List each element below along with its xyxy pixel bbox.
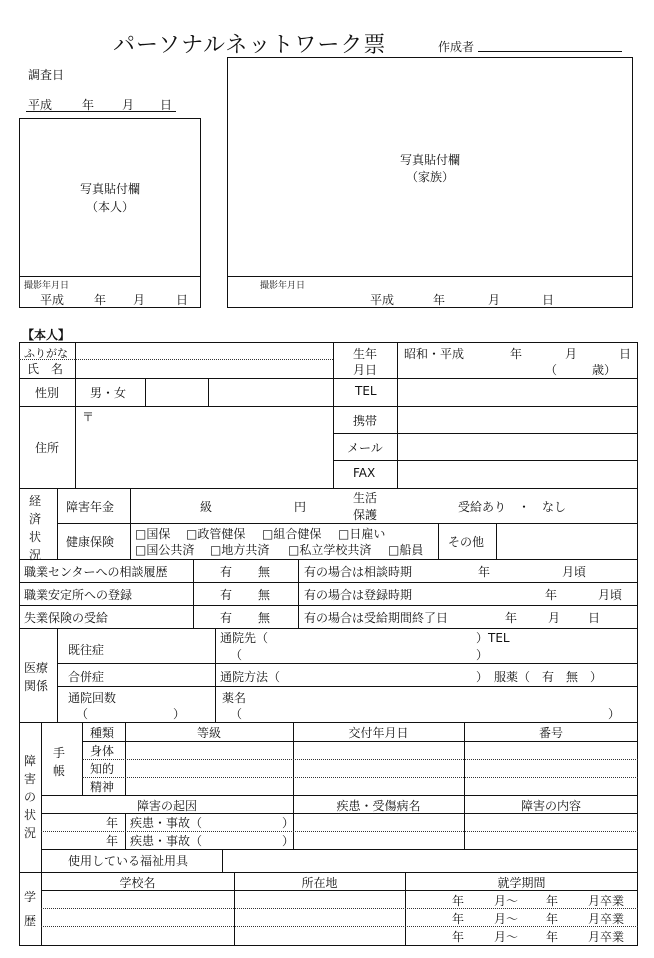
survey-date-label: 調査日	[28, 68, 65, 82]
visit-count-label: 通院回数	[68, 691, 117, 705]
ins-seikan[interactable]: □政管健保	[186, 527, 246, 541]
photo-family-shot-label: 撮影年月日	[260, 281, 306, 291]
author-input-line[interactable]	[478, 51, 622, 52]
edu-row3-month2: 月卒業	[588, 930, 625, 944]
col-issue: 交付年月日	[348, 726, 409, 740]
line	[333, 460, 638, 461]
birth-label-2: 月日	[353, 363, 378, 377]
line	[57, 686, 638, 687]
line	[298, 559, 299, 628]
line	[222, 849, 223, 872]
birth-year: 年	[510, 347, 523, 361]
edu-row2-month1: 月～	[494, 912, 519, 926]
line	[215, 628, 216, 722]
history-office-detail: 有の場合は登録時期	[304, 588, 413, 602]
postal-mark: 〒	[82, 410, 95, 424]
col-number: 番号	[538, 726, 563, 740]
pension-label: 障害年金	[66, 500, 115, 514]
line	[19, 872, 638, 873]
disease-label: 疾患・受傷病名	[336, 799, 421, 813]
kind-mental: 精神	[90, 780, 115, 794]
history-insurance-day: 日	[588, 611, 601, 625]
line	[19, 359, 75, 360]
ins-kumiai[interactable]: □組合健保	[262, 527, 322, 541]
line	[82, 741, 638, 742]
photo-family-month: 月	[488, 293, 501, 307]
line	[333, 342, 334, 488]
kind-physical: 身体	[90, 744, 115, 758]
origin-row1-text: 疾患・事故（	[130, 816, 203, 830]
col-period: 就学期間	[497, 876, 546, 890]
photo-self-era: 平成	[40, 293, 65, 307]
ins-kokuho[interactable]: □国保	[135, 527, 171, 541]
line	[57, 523, 638, 524]
education-label: 学歴	[23, 890, 36, 928]
complication-label: 合併症	[68, 670, 105, 684]
line	[75, 406, 76, 488]
history-insurance-no[interactable]: 無	[258, 611, 271, 625]
gender-value[interactable]: 男・女	[90, 386, 127, 400]
drug-name-label: 薬名	[222, 691, 247, 705]
photo-self-sub: （本人）	[85, 200, 134, 214]
fax-label: FAX	[353, 466, 376, 480]
line	[397, 342, 398, 488]
photo-self-year: 年	[94, 293, 107, 307]
edu-row2-month2: 月卒業	[588, 912, 625, 926]
economy-label: 経済状況	[28, 494, 41, 562]
line	[19, 559, 638, 560]
photo-self-shot-label: 撮影年月日	[24, 281, 70, 291]
line	[496, 523, 497, 559]
history-center-no[interactable]: 無	[258, 565, 271, 579]
history-center-label: 職業センターへの相談履歴	[24, 565, 168, 579]
line	[438, 523, 439, 559]
history-insurance-yes[interactable]: 有	[220, 611, 233, 625]
age-close: 歳）	[592, 363, 617, 377]
line	[82, 759, 638, 760]
line	[75, 359, 333, 360]
ins-senin[interactable]: □船員	[388, 543, 424, 557]
equipment-label: 使用している福祉用具	[68, 854, 189, 868]
history-insurance-month: 月	[548, 611, 561, 625]
history-center-detail: 有の場合は相談時期	[304, 565, 413, 579]
line	[208, 378, 209, 406]
visit-count-close: ）	[173, 707, 186, 721]
photo-family-year: 年	[433, 293, 446, 307]
medication-label: ） 服薬（ 有 無 ）	[476, 670, 603, 684]
line	[41, 908, 638, 909]
notebook-label: 手帳	[52, 746, 65, 778]
line	[57, 628, 58, 722]
photo-family-sub: （家族）	[405, 170, 454, 184]
history-insurance-detail: 有の場合は受給期間終了日	[304, 611, 449, 625]
line	[19, 605, 638, 606]
birth-day: 日	[619, 347, 632, 361]
origin-row2-text: 疾患・事故（	[130, 834, 203, 848]
line	[193, 559, 194, 628]
photo-family-day: 日	[542, 293, 555, 307]
edu-row1-year1: 年	[452, 894, 465, 908]
line	[41, 890, 638, 891]
pension-yen: 円	[294, 500, 307, 514]
tel-label: TEL	[355, 384, 377, 398]
photo-family-era: 平成	[370, 293, 395, 307]
origin-label: 障害の起因	[136, 799, 197, 813]
line	[41, 849, 638, 850]
line	[145, 378, 146, 406]
ins-kokko[interactable]: □国公共済	[135, 543, 195, 557]
line	[82, 777, 638, 778]
line	[57, 663, 638, 664]
edu-row2-year2: 年	[546, 912, 559, 926]
kind-intellectual: 知的	[90, 762, 115, 776]
line	[19, 488, 638, 489]
drug-close: ）	[608, 707, 621, 721]
birth-label-1: 生年	[353, 347, 378, 361]
edu-row1-month1: 月～	[494, 894, 519, 908]
edu-row2-year1: 年	[452, 912, 465, 926]
history-center-year: 年	[478, 565, 491, 579]
edu-row3-month1: 月～	[494, 930, 519, 944]
survey-date-day: 日	[160, 98, 173, 112]
hospital-paren-open: （	[230, 648, 243, 662]
edu-row1-year2: 年	[546, 894, 559, 908]
line	[19, 628, 638, 629]
pension-grade: 級	[200, 500, 213, 514]
survey-date-month: 月	[122, 98, 135, 112]
disability-label: 障害の状況	[23, 754, 36, 840]
other-label: その他	[448, 535, 485, 549]
survey-date-year: 年	[82, 98, 95, 112]
page-title: パーソナルネットワーク票	[113, 33, 387, 58]
line	[19, 406, 638, 407]
line	[75, 342, 76, 378]
line	[41, 795, 638, 796]
hospital-label: 通院先（	[220, 631, 269, 645]
col-school: 学校名	[119, 876, 156, 890]
hospital-paren-close: ）	[476, 648, 489, 662]
content-label: 障害の内容	[520, 799, 581, 813]
history-center-yes[interactable]: 有	[220, 565, 233, 579]
history-office-month: 月頃	[598, 588, 623, 602]
drug-open: （	[230, 707, 243, 721]
history-center-month: 月頃	[562, 565, 587, 579]
history-insurance-year: 年	[505, 611, 518, 625]
welfare-label-2: 保護	[353, 508, 378, 522]
edu-row3-year1: 年	[452, 930, 465, 944]
origin-row2-close: ）	[282, 834, 295, 848]
visit-count-open: （	[76, 707, 89, 721]
history-office-no[interactable]: 無	[258, 588, 271, 602]
photo-self-day: 日	[176, 293, 189, 307]
photo-family-divider	[227, 276, 633, 277]
origin-row2-year: 年	[106, 834, 119, 848]
line	[19, 582, 638, 583]
edu-row3-year2: 年	[546, 930, 559, 944]
welfare-label-1: 生活	[353, 491, 378, 505]
age-open: （	[545, 363, 558, 377]
ins-hiyatoi[interactable]: □日雇い	[338, 527, 386, 541]
history-office-label: 職業安定所への登録	[24, 588, 133, 602]
photo-self-label: 写真貼付欄	[79, 182, 140, 196]
medical-label: 医療関係	[24, 661, 49, 693]
birth-era: 昭和・平成	[404, 347, 465, 361]
name-label: 氏 名	[27, 362, 64, 376]
past-illness-label: 既往症	[68, 643, 105, 657]
line	[333, 433, 638, 434]
photo-self-divider	[19, 276, 201, 277]
history-office-yes[interactable]: 有	[220, 588, 233, 602]
line	[19, 378, 638, 379]
history-insurance-label: 失業保険の受給	[24, 611, 109, 625]
section-label: 【本人】	[22, 328, 71, 342]
photo-family-label: 写真貼付欄	[399, 153, 460, 167]
address-label: 住所	[35, 441, 60, 455]
mobile-label: 携帯	[353, 414, 378, 428]
birth-month: 月	[565, 347, 578, 361]
visit-method-label: 通院方法（	[220, 670, 281, 684]
hospital-tel: ）TEL	[476, 631, 510, 645]
origin-row1-year: 年	[106, 816, 119, 830]
author-label: 作成者	[438, 40, 475, 54]
welfare-value[interactable]: 受給あり ・ なし	[458, 500, 567, 514]
line	[75, 378, 76, 406]
insurance-label: 健康保険	[66, 535, 115, 549]
line	[41, 926, 638, 927]
origin-row1-close: ）	[282, 816, 295, 830]
mail-label: メール	[347, 441, 383, 455]
edu-row1-month2: 月卒業	[588, 894, 625, 908]
line	[19, 722, 638, 723]
furigana-label: ふりがな	[24, 347, 68, 360]
col-kind: 種類	[90, 726, 115, 740]
photo-self-month: 月	[133, 293, 146, 307]
col-grade: 等級	[196, 726, 221, 740]
col-location: 所在地	[301, 876, 338, 890]
survey-date-era: 平成	[28, 98, 53, 112]
survey-date-underline	[26, 111, 176, 112]
history-office-year: 年	[545, 588, 558, 602]
ins-chiho[interactable]: □地方共済	[210, 543, 270, 557]
gender-label: 性別	[35, 386, 60, 400]
ins-shigaku[interactable]: □私立学校共済	[288, 543, 372, 557]
